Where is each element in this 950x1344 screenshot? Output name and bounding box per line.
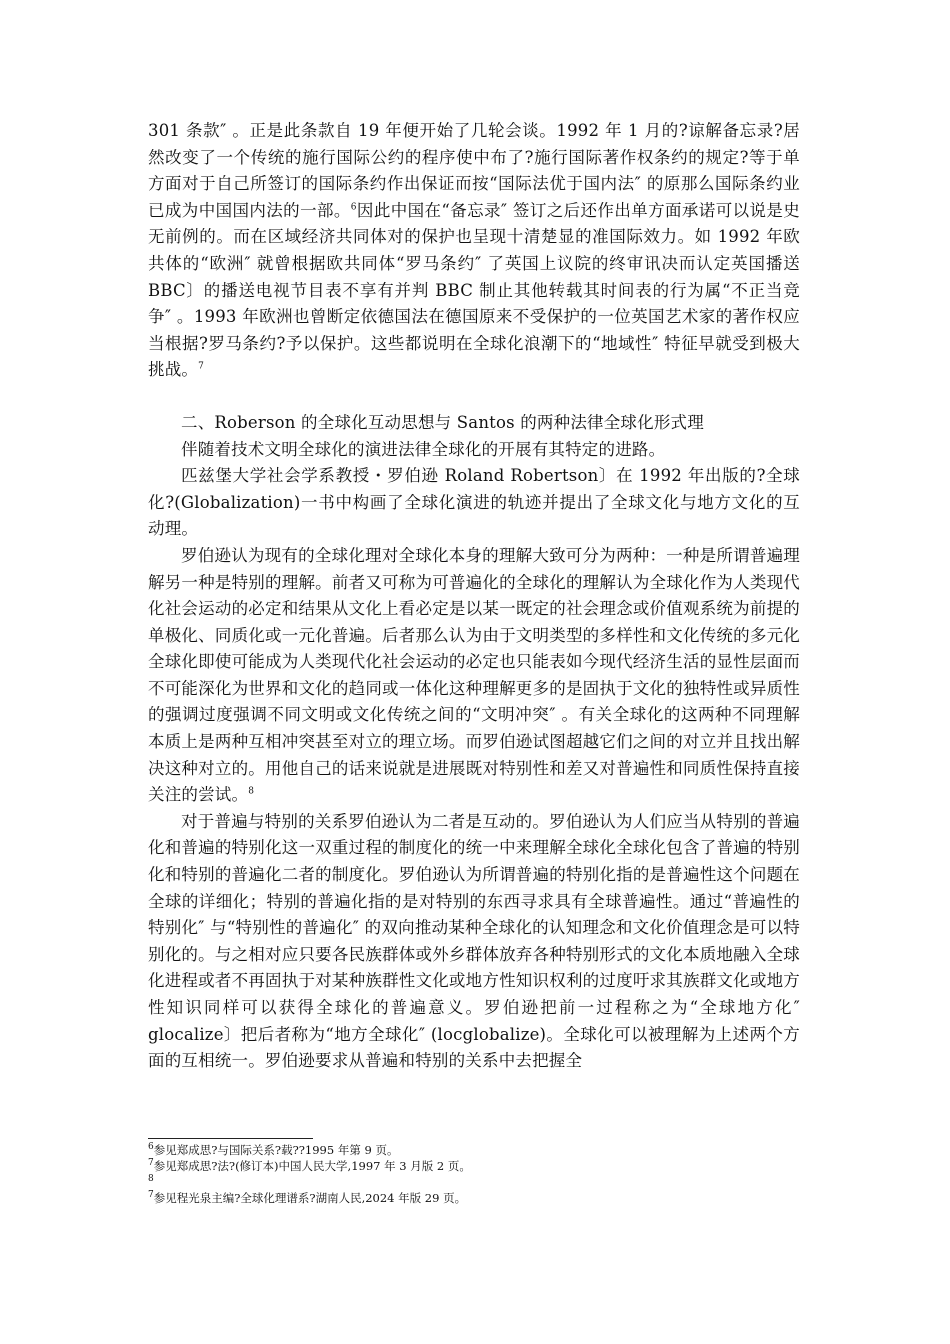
section-heading: 二、Roberson 的全球化互动思想与 Santos 的两种法律全球化形式理	[181, 412, 704, 432]
footnote-ref: 8	[248, 786, 255, 797]
paragraph-1	[148, 118, 800, 384]
footnote-mark: 8	[148, 1174, 154, 1185]
footnote-ref: 6	[350, 202, 357, 213]
footnote	[148, 1190, 800, 1206]
footnotes	[148, 1142, 800, 1206]
footnote-text: 参见郑成思?法?(修订本)中国人民大学,1997 年 3 月版 2 页。	[153, 1159, 471, 1173]
footnote-ref: 7	[198, 361, 205, 372]
footnote-text: 参见程光泉主编?全球化理谱系?湖南人民,2024 年版 29 页。	[153, 1191, 467, 1205]
footnote	[148, 1142, 800, 1158]
paragraph-2: 伴随着技术文明全球化的演进法律全球化的开展有其特定的进路。	[181, 439, 666, 459]
footnote-divider	[148, 1138, 313, 1139]
body-text	[148, 118, 800, 1075]
footnote	[148, 1174, 800, 1190]
paragraph-1-text-cont: 因此中国在“备忘录″ 签订之后还作出单方面承诺可以说是史无前例的。而在区域经济共同体对的保护也呈现十清楚显的准国际效力。如 1992 年欧共体的“欧洲″ 就曾根据欧共同体“罗马条约″ 了英国上议院的终审讯决而认定英国播送 BBC〕的播送电视节目表不享有并判 BBC 制止其他转载其时间表的行为属“不正当竞争″ 。1993 年欧洲也曾断定依德国法在德国原来不受保护的一位英国艺术家的著作权应当根据?罗马条约?予以保护。这些都说明在全球化浪潮下的“地域性″ 特征早就受到极大挑战。	[148, 200, 800, 380]
footnote-text: 参见郑成思?与国际关系?载??1995 年第 9 页。	[153, 1143, 399, 1157]
footnote-mark: 6	[148, 1142, 154, 1153]
paragraph-5: 对于普遍与特别的关系罗伯逊认为二者是互动的。罗伯逊认为人们应当从特别的普遍化和普遍的特别化这一双重过程的制度化的统一中来理解全球化全球化包含了普遍的特别化和特别的普遍化二者的制度化。罗伯逊认为所谓普遍的特别化指的是普遍性这个问题在全球的详细化；特别的普遍化指的是对特别的东西寻求具有全球普遍性。通过“普遍性的特别化″ 与“特别性的普遍化″ 的双向推动某种全球化的认知理念和文化价值理念是可以特别化的。与之相对应只要各民族群体或外乡群体放弃各种特别形式的文化本质地融入全球化进程或者不再固执于对某种族群性文化或地方性知识权利的过度吁求其族群文化或地方性知识同样可以获得全球化的普遍意义。罗伯逊把前一过程称之为“全球地方化″ glocalize〕把后者称为“地方全球化″ (locglobalize)。全球化可以被理解为上述两个方面的互相统一。罗伯逊要求从普遍和特别的关系中去把握全	[148, 811, 800, 1071]
footnote-mark: 7	[148, 1158, 154, 1169]
paragraph-4-text: 罗伯逊认为现有的全球化理对全球化本身的理解大致可分为两种：一种是所谓普遍理解另一种是特别的理解。前者又可称为可普遍化的全球化的理解认为全球化作为人类现代化社会运动的必定和结果从文化上看必定是以某一既定的社会理念或价值观系统为前提的单极化、同质化或一元化普遍。后者那么认为由于文明类型的多样性和文化传统的多元化全球化即使可能成为人类现代化社会运动的必定也只能表如今现代经济生活的显性层面而不可能深化为世界和文化的趋同或一体化这种理解更多的是固执于文化的独特性或异质性的强调过度强调不同文明或文化传统之间的“文明冲突″ 。有关全球化的这两种不同理解本质上是两种互相冲突甚至对立的理立场。而罗伯逊试图超越它们之间的对立并且找出解决这种对立的。用他自己的话来说就是进展既对特别性和差又对普遍性和同质性保持直接关注的尝试。	[148, 545, 800, 805]
paragraph-1-text: 301 条款″ 。正是此条款自 19 年便开始了几轮会谈。1992 年 1 月的?谅解备忘录?居然改变了一个传统的施行国际公约的程序使中布了?施行国际著作权条约的规定?等于单方面对于自己所签订的国际条约作出保证而按“国际法优于国内法″ 的原那么国际条约业已成为中国国内法的一部。	[148, 121, 800, 220]
footnote	[148, 1158, 800, 1174]
paragraph-3: 匹兹堡大学社会学系教授・罗伯逊 Roland Robertson〕在 1992 年出版的?全球化?(Globalization)一书中构画了全球化演进的轨迹并提出了全球文化与地方文化的互动理。	[148, 466, 800, 539]
paragraph-4	[148, 543, 800, 809]
footnote-mark: 7	[148, 1190, 154, 1201]
